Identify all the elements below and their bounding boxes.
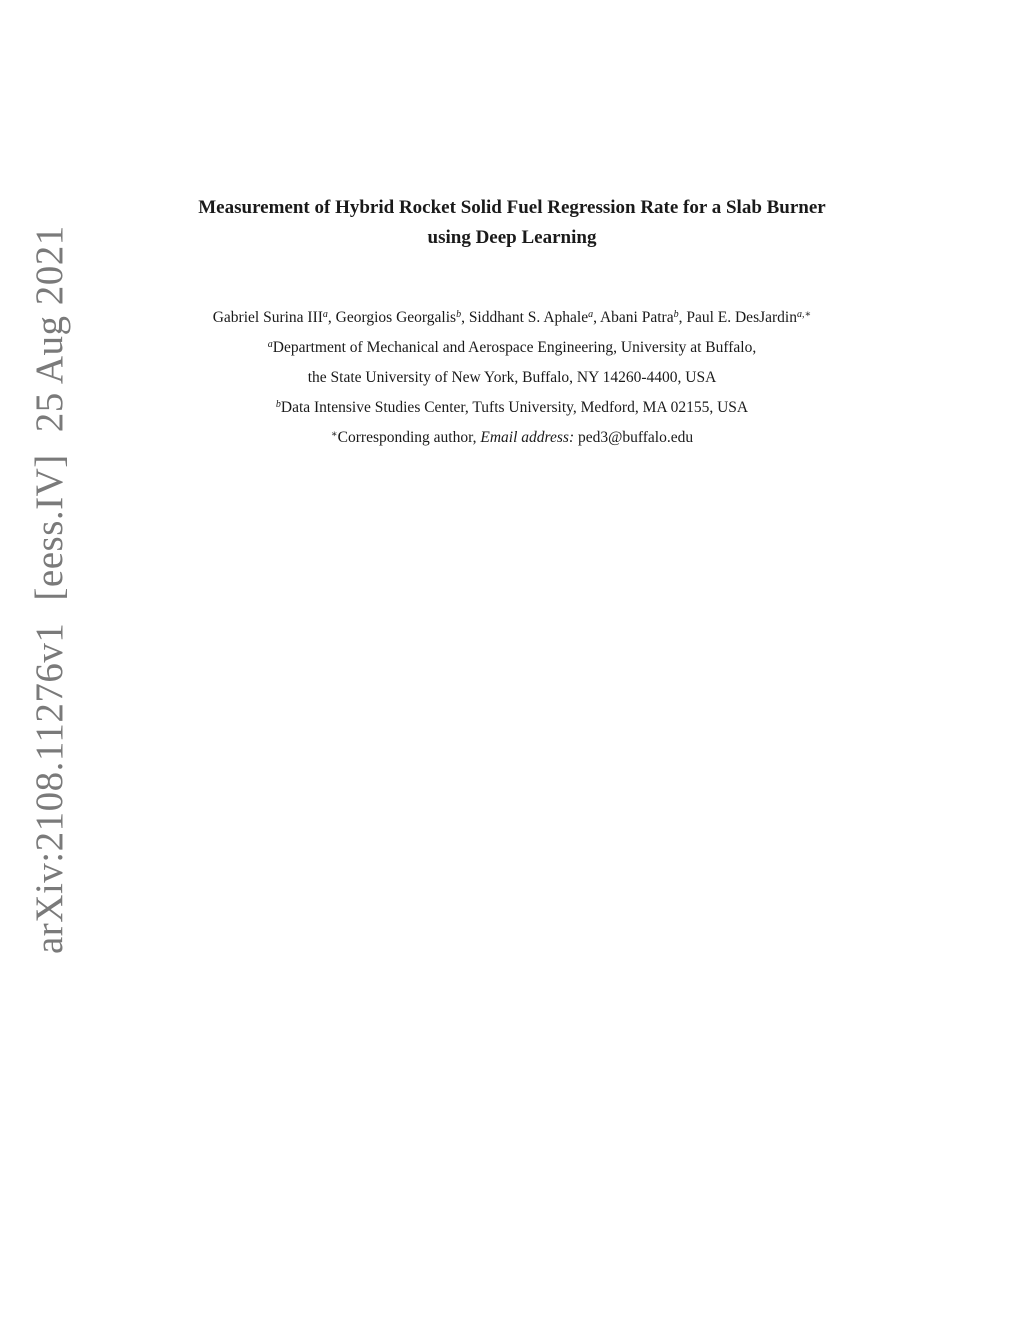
affiliation-b: $^b$Data Intensive Studies Center, Tufts University, Medford, MA 02155, USA — [275, 399, 749, 416]
email-label: Email address: — [480, 429, 575, 446]
author-affiliation-mark: a,∗ — [796, 309, 812, 320]
title-line-2: using Deep Learning — [427, 227, 597, 248]
author-block — [0, 303, 1024, 453]
corresponding-author: ∗Corresponding author, Email address: ped3@buffalo.edu — [330, 429, 694, 446]
author-name: Georgios Georgalis — [335, 309, 457, 326]
affiliation-a-line-1: $^a$Department of Mechanical and Aerospace Engineering, University at Buffalo, — [267, 339, 757, 356]
author-affiliation-mark: b — [456, 309, 462, 320]
paper-title — [0, 193, 1024, 253]
affiliation-mark: b — [275, 399, 281, 410]
author-name: Gabriel Surina III — [212, 309, 323, 326]
affiliation-mark: a — [267, 339, 273, 350]
author-affiliation-mark: a — [588, 309, 594, 320]
author-name: Paul E. DesJardin — [686, 309, 797, 326]
arxiv-category: [eess.IV] — [28, 454, 71, 601]
author-affiliation-mark: a — [322, 309, 328, 320]
author-affiliation-mark: b — [673, 309, 679, 320]
affiliation-a-line-2: the State University of New York, Buffalo, NY 14260-4400, USA — [307, 369, 717, 386]
email-address[interactable]: ped3@buffalo.edu — [574, 429, 694, 446]
author-name: Abani Patra — [599, 309, 674, 326]
arxiv-date: 25 Aug 2021 — [28, 225, 71, 433]
author-name: Siddhant S. Aphale — [468, 309, 589, 326]
corresponding-mark: ∗ — [330, 429, 338, 440]
arxiv-id: arXiv:2108.11276v1 — [28, 622, 71, 954]
title-line-1: Measurement of Hybrid Rocket Solid Fuel Regression Rate for a Slab Burner — [198, 197, 826, 218]
author-list: Gabriel Surina III$^a$, Georgios Georgalis$^b$, Siddhant S. Aphale$^a$, Abani Patra$^b$, Paul E. DesJardin$^{a,∗}$ — [212, 309, 812, 326]
